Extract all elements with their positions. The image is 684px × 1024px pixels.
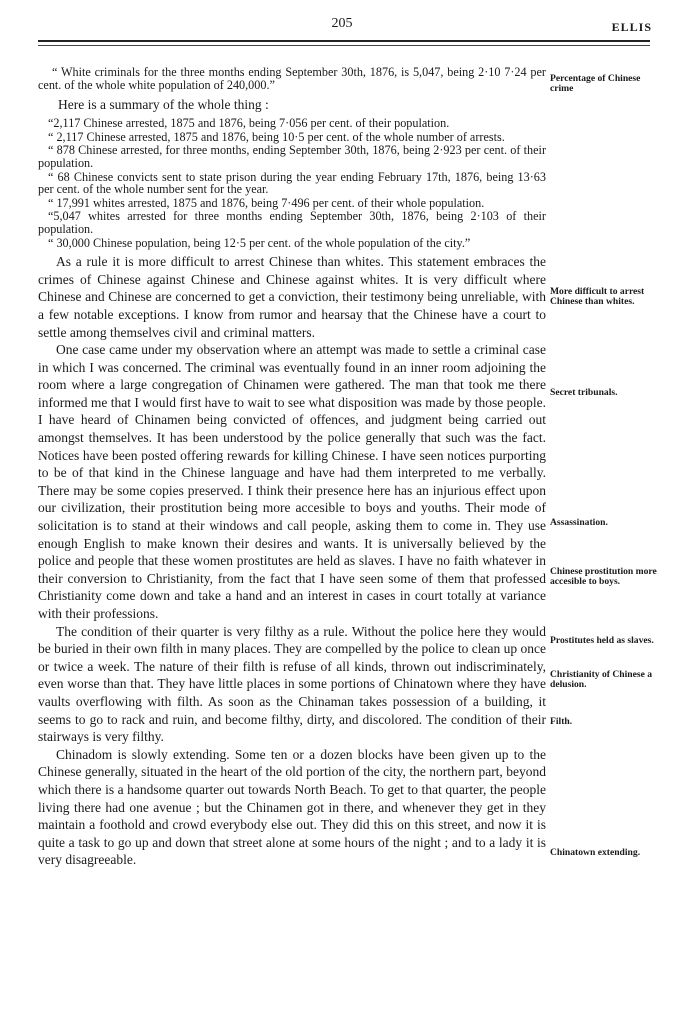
header-rule-thin <box>38 45 650 46</box>
header-rule-thick <box>38 40 650 42</box>
summary-item: “ 2,117 Chinese arrested, 1875 and 1876, being 10·5 per cent. of the whole number of arrests. <box>48 129 505 144</box>
summary-item: “ 68 Chinese convicts sent to state prison during the year ending February 17th, 1876, being 13·63 per cent. of the whole number sent for the year. <box>38 169 546 197</box>
sidenote-percentage: Percentage of Chinese crime <box>550 73 641 94</box>
paragraph-arrest: As a rule it is more difficult to arrest Chinese than whites. This statement embraces the crimes of Chinese against Chinese and Chinese against whites. It is very difficult where Chinese and Chinese are concerned to get a conviction, their testimony being unreliable, with a few notable exceptions. I know from rumor and hearsay that the Chinese have a court to settle among themselves civil and criminal matters. <box>38 254 546 340</box>
sidenote-prostitution: Chinese prostitution more accesible to boys. <box>550 566 657 587</box>
body-text <box>38 66 546 869</box>
sidenote-secret-tribunals: Secret tribunals. <box>550 387 618 398</box>
summary-intro: Here is a summary of the whole thing : <box>58 97 269 113</box>
quote-white-criminals: “ White criminals for the three months ending September 30th, 1876, is 5,047, being 2·10 7·24 per cent. of the whole white population of 240,000.” <box>38 65 546 92</box>
summary-item: “ 17,991 whites arrested, 1875 and 1876, being 7·496 per cent. of their whole population. <box>48 195 485 210</box>
sidenote-slaves: Prostitutes held as slaves. <box>550 635 654 646</box>
paragraph-filth: The condition of their quarter is very filthy as a rule. Without the police here they would be buried in their own filth in many places. They are compelled by the police to clean up once or twice a week. The nature of their filth is refuse of all kinds, thrown out indiscriminately, even worse than that. They have little places in some portions of Chinatown where they have vaults overflowing with filth. As soon as the Chinaman takes possession of a building, it seems to go to rack and ruin, and become filthy, dirty, and discolored. The condition of their stairways is very filthy. <box>38 623 546 745</box>
running-head: ELLIS <box>611 20 652 34</box>
sidenote-assassination: Assassination. <box>550 517 608 528</box>
page-number: 205 <box>331 16 353 31</box>
summary-item: “ 30,000 Chinese population, being 12·5 per cent. of the whole population of the city.” <box>48 235 471 250</box>
paragraph-criminal-case: One case came under my observation where an attempt was made to settle a criminal case in which I was concerned. The criminal was eventually found in an inner room adjoining the room where a large congregation of Chinamen were gathered. The man that took me there informed me that I would first have to wait to see what disposition was made by those people. I have heard of Chinamen being convicted of offences, and judgment being carried out amongst themselves. It has been understood by the police generally that such was the fact. Notices have been posted offering rewards for killing Chinese. I have seen notices purporting to be of that kind in the Chinese language and have had them interpreted to me verbally. There may be some copies preserved. I think their presence here has an injurious effect upon our civilization, their prostitution being more accesible to boys and youths. Their mode of solicitation is to stand at their windows and call people, asking them to come in. They use enough English to make known their desires and wants. It is universally believed by the police and people that these women prostitutes are held as slaves. I have no faith whatever in their conversion to Christianity, from the fact that I have seen some of them that professed Christianity come down and take a hand and an interest in cases in court totally at variance with their professions. <box>38 342 546 621</box>
sidenote-filth: Filth. <box>550 716 573 727</box>
sidenote-christianity: Christianity of Chinese a delusion. <box>550 669 653 690</box>
paragraph-chinadom: Chinadom is slowly extending. Some ten or a dozen blocks have been given up to the Chinese generally, situated in the heart of the old portion of the city, the northern part, beyond which there is a handsome quarter out towards North Beach. To get to that quarter, the people living there had one avenue ; but the Chinamen got in there, and whenever they get in they maintain a foothold and crowd everybody else out. They did this on this street, and now it is quite a task to go up and down that street alone at some hours of the night ; and to a lady it is very disagreeable. <box>38 746 546 868</box>
summary-item: “ 878 Chinese arrested, for three months, ending September 30th, 1876, being 2·923 per cent. of their population. <box>38 143 546 170</box>
summary-item: “2,117 Chinese arrested, 1875 and 1876, being 7·056 per cent. of their population. <box>48 116 450 131</box>
sidenote-chinatown: Chinatown extending. <box>550 847 641 858</box>
sidenote-more-difficult: More difficult to arrest Chinese than whites. <box>550 286 645 307</box>
summary-item: “5,047 whites arrested for three months ending September 30th, 1876, being 2·103 of their population. <box>38 209 546 236</box>
